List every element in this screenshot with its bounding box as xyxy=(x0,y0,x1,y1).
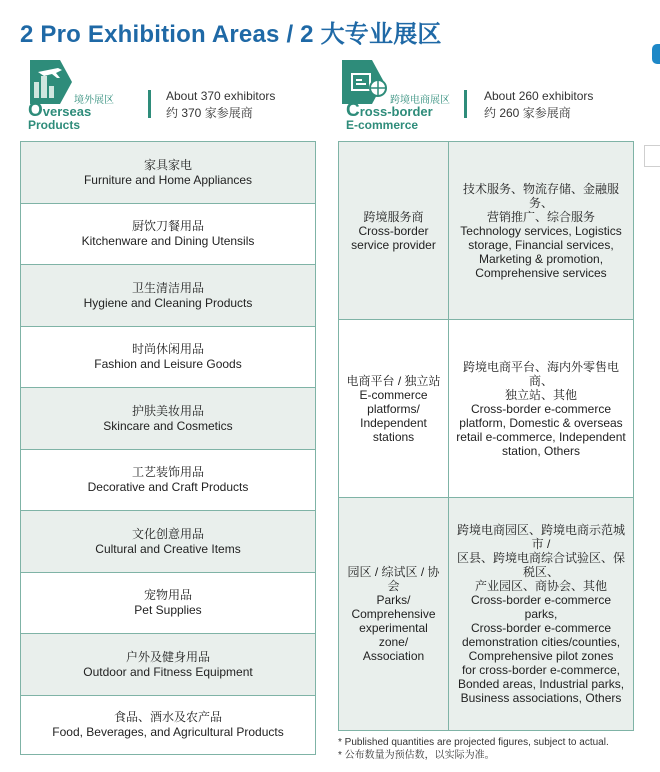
crossborder-count: About 260 exhibitors 约 260 家参展商 xyxy=(484,89,594,120)
list-item: 户外及健身用品 Outdoor and Fitness Equipment xyxy=(21,634,315,696)
detail-cell: 跨境电商园区、跨境电商示范城市 / 区县、跨境电商综合试验区、保税区、 产业园区、商协会、其他 Cross-border e-commerce parks, Cross-border e-commerce demonstration cities/counties, Comprehensive pilot zones for cross-border e-commerce, Bonded areas, Industrial parks, Business associations, Others xyxy=(449,498,633,730)
category-cell: 跨境服务商 Cross-border service provider xyxy=(339,142,449,319)
page-title: 2 Pro Exhibition Areas / 2 大专业展区 xyxy=(20,21,442,48)
divider xyxy=(148,90,151,118)
crossborder-logo-line2: E-commerce xyxy=(346,118,419,132)
crossborder-area-cn: 跨境电商展区 xyxy=(390,95,450,106)
overseas-count: About 370 exhibitors 约 370 家参展商 xyxy=(166,89,276,120)
list-item: 卫生清洁用品 Hygiene and Cleaning Products xyxy=(21,265,315,327)
overseas-logo xyxy=(20,60,140,136)
table-row xyxy=(339,320,633,498)
divider xyxy=(464,90,467,118)
overseas-area-cn: 境外展区 xyxy=(74,95,114,106)
list-item: 食品、酒水及农产品 Food, Beverages, and Agricultural Products xyxy=(52,710,284,739)
table-row xyxy=(339,142,633,320)
category-cell: 电商平台 / 独立站 E-commerce platforms/ Independent stations xyxy=(339,320,449,497)
footnote-cn: * 公布数量为预估数，以实际为准。 xyxy=(338,750,495,761)
footnotes xyxy=(338,736,609,762)
table-row xyxy=(339,498,633,730)
crossborder-logo-line1: Cross-border xyxy=(346,100,433,121)
overseas-header xyxy=(20,60,320,136)
side-panel-icon[interactable] xyxy=(644,145,660,167)
list-item: 护肤美妆用品 Skincare and Cosmetics xyxy=(21,388,315,450)
list-item: 文化创意用品 Cultural and Creative Items xyxy=(21,511,315,573)
overseas-products-table xyxy=(20,141,316,755)
list-item: 工艺装饰用品 Decorative and Craft Products xyxy=(21,450,315,511)
list-item: 家具家电 Furniture and Home Appliances xyxy=(21,142,315,204)
footnote-en: * Published quantities are projected figures, subject to actual. xyxy=(338,737,609,748)
overseas-logo-line1: Overseas xyxy=(28,100,92,121)
list-item: 时尚休闲用品 Fashion and Leisure Goods xyxy=(21,327,315,388)
detail-cell: 技术服务、物流存储、金融服务、 营销推广、综合服务 Technology services, Logistics storage, Financial services, Marketing & promotion, Comprehensive services xyxy=(449,142,633,319)
list-item: 宠物用品 Pet Supplies xyxy=(21,573,315,634)
crossborder-table xyxy=(338,141,634,731)
side-tab-icon[interactable] xyxy=(652,44,660,64)
list-item: 厨饮刀餐用品 Kitchenware and Dining Utensils xyxy=(21,204,315,265)
overseas-logo-line2: Products xyxy=(28,118,81,132)
crossborder-header xyxy=(338,60,638,136)
crossborder-logo xyxy=(338,60,458,136)
detail-cell: 跨境电商平台、海内外零售电商、 独立站、其他 Cross-border e-commerce platform, Domestic & overseas retail e-commerce, Independent station, Others xyxy=(456,359,626,458)
category-cell: 园区 / 综试区 / 协会 Parks/ Comprehensive experimental zone/ Association xyxy=(339,498,449,730)
